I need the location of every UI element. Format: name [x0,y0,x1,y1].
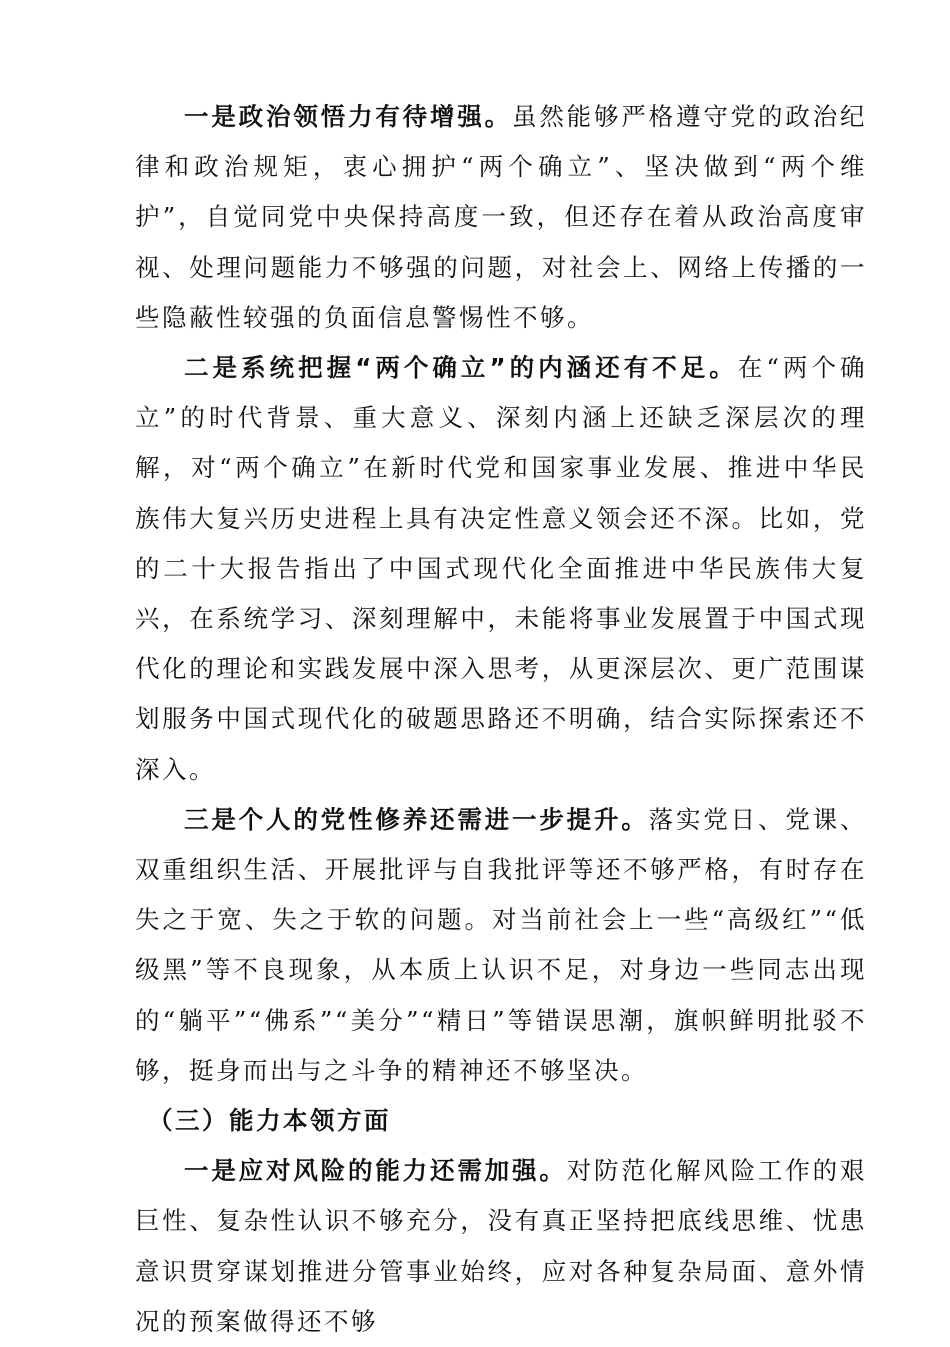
paragraph-lead: 一是应对风险的能力还需加强。 [184,1156,567,1186]
paragraph-text: 落实党日、党课、双重组织生活、开展批评与自我批评等还不够严格，有时存在失之于宽、失之于软的问题。对当前社会上一些“高级红”“低级黑”等不良现象，从本质上认识不足，对身边一些同志出现的“躺平”“佛系”“美分”“精日”等错误思潮，旗帜鲜明批驳不够，挺身而出与之斗争的精神还不够坚决。 [135,804,868,1085]
paragraph-text: 在“两个确立”的时代背景、重大意义、深刻内涵上还缺乏深层次的理解，对“两个确立”在新时代党和国家事业发展、推进中华民族伟大复兴历史进程上具有决定性意义领会还不深。比如，党的二十大报告指出了中国式现代化全面推进中华民族伟大复兴，在系统学习、深刻理解中，未能将事业发展置于中国式现代化的理论和实践发展中深入思考，从更深层次、更广范围谋划服务中国式现代化的破题思路还不明确，结合实际探索还不深入。 [135,353,867,784]
paragraph-party-spirit [135,795,867,1096]
document-body [135,92,867,1347]
section-heading: （三）能力本领方面 [148,1106,391,1136]
paragraph-lead: 一是政治领悟力有待增强。 [184,102,512,131]
paragraph-text: 虽然能够严格遵守党的政治纪律和政治规矩，衷心拥护“两个确立”、坚决做到“两个维护”，自觉同党中央保持高度一致，但还存在着从政治高度审视、处理问题能力不够强的问题，对社会上、网络上传播的一些隐蔽性较强的负面信息警惕性不够。 [135,102,867,332]
paragraph-two-establishments [135,343,867,795]
paragraph-political-understanding [135,92,867,343]
paragraph-lead: 三是个人的党性修养还需进一步提升。 [184,804,649,834]
paragraph-risk-response [135,1146,867,1347]
paragraph-text: 对防范化解风险工作的艰巨性、复杂性认识不够充分，没有真正坚持把底线思维、忧患意识贯穿谋划推进分管事业始终，应对各种复杂局面、意外情况的预案做得还不够 [135,1156,868,1336]
paragraph-lead: 二是系统把握“两个确立”的内涵还有不足。 [184,353,738,383]
